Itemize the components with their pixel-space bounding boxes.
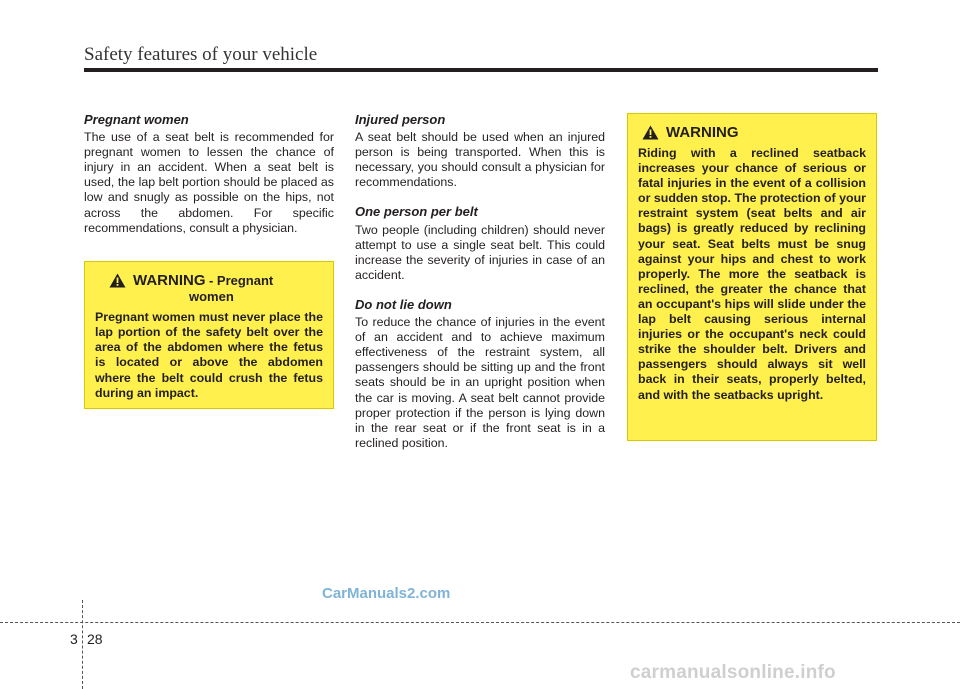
header-rule — [84, 68, 878, 72]
injured-person-body: A seat belt should be used when an injured person is being transported. When this is necessary, you should consult a physician for recommendations. — [355, 130, 605, 190]
warning-body-reclined: Riding with a reclined seatback increases your chance of serious or fatal injuries in the event of a collision or sudden stop. The protection of your restraint system (seat belts and air bags) is greatly reduced by reclining your seat. Seat belts must be snug against your hips and chest to work properly. The more the seatback is reclined, the greater the chance that an occupant's hips will slide under the lap belt causing serious internal injuries or the occupant's neck could strike the shoulder belt. Drivers and passengers should always sit well back in their seats, properly belted, and with the seatbacks upright. — [638, 146, 866, 402]
pregnant-women-body: The use of a seat belt is recommended for pregnant women to lessen the chance of injury in an accident. When a seat belt is used, the lap belt portion should be placed as low and snugly as possible on the hips, not across the abdomen. For specific recommendations, consult a physician. — [84, 130, 334, 235]
watermark-link[interactable]: CarManuals2.com — [322, 585, 451, 602]
column-left — [84, 112, 334, 236]
warning-title: WARNING — [133, 272, 206, 289]
warning-triangle-icon — [642, 125, 659, 140]
footer-dashed-rule — [0, 622, 960, 623]
warning-header — [95, 272, 323, 289]
chapter-number: 3 — [70, 631, 78, 647]
one-person-body: Two people (including children) should never attempt to use a single seat belt. This could increase the severity of injuries in case of an accident. — [355, 222, 605, 282]
footer-vertical-rule — [82, 600, 83, 689]
one-person-heading: One person per belt — [355, 204, 478, 220]
warning-box-reclined — [627, 113, 877, 441]
warning-body-pregnant: Pregnant women must never place the lap portion of the safety belt over the area of the abdomen where the fetus is located or above the abdomen where the belt could crush the fetus during an impact. — [95, 310, 323, 400]
warning-header — [638, 124, 866, 141]
column-middle — [355, 112, 605, 451]
warning-subtitle: - Pregnant — [208, 273, 274, 288]
page-number: 28 — [87, 631, 103, 647]
injured-person-heading: Injured person — [355, 112, 446, 127]
warning-subtitle-cont: women — [189, 289, 234, 305]
watermark-bottom: carmanualsonline.info — [630, 662, 836, 683]
warning-title: WARNING — [666, 124, 739, 141]
warning-box-pregnant — [84, 261, 334, 409]
lie-down-body: To reduce the chance of injuries in the event of an accident and to achieve maximum effectiveness of the restraint system, all passengers should be sitting up and the front seats should be in an upright position when the car is moving. A seat belt cannot provide proper protection if the person is lying down in the rear seat or if the front seat is in a reclined position. — [355, 315, 605, 450]
page-header-title: Safety features of your vehicle — [84, 44, 318, 65]
warning-triangle-icon — [109, 273, 126, 288]
lie-down-heading: Do not lie down — [355, 296, 452, 312]
pregnant-women-heading: Pregnant women — [84, 112, 189, 127]
